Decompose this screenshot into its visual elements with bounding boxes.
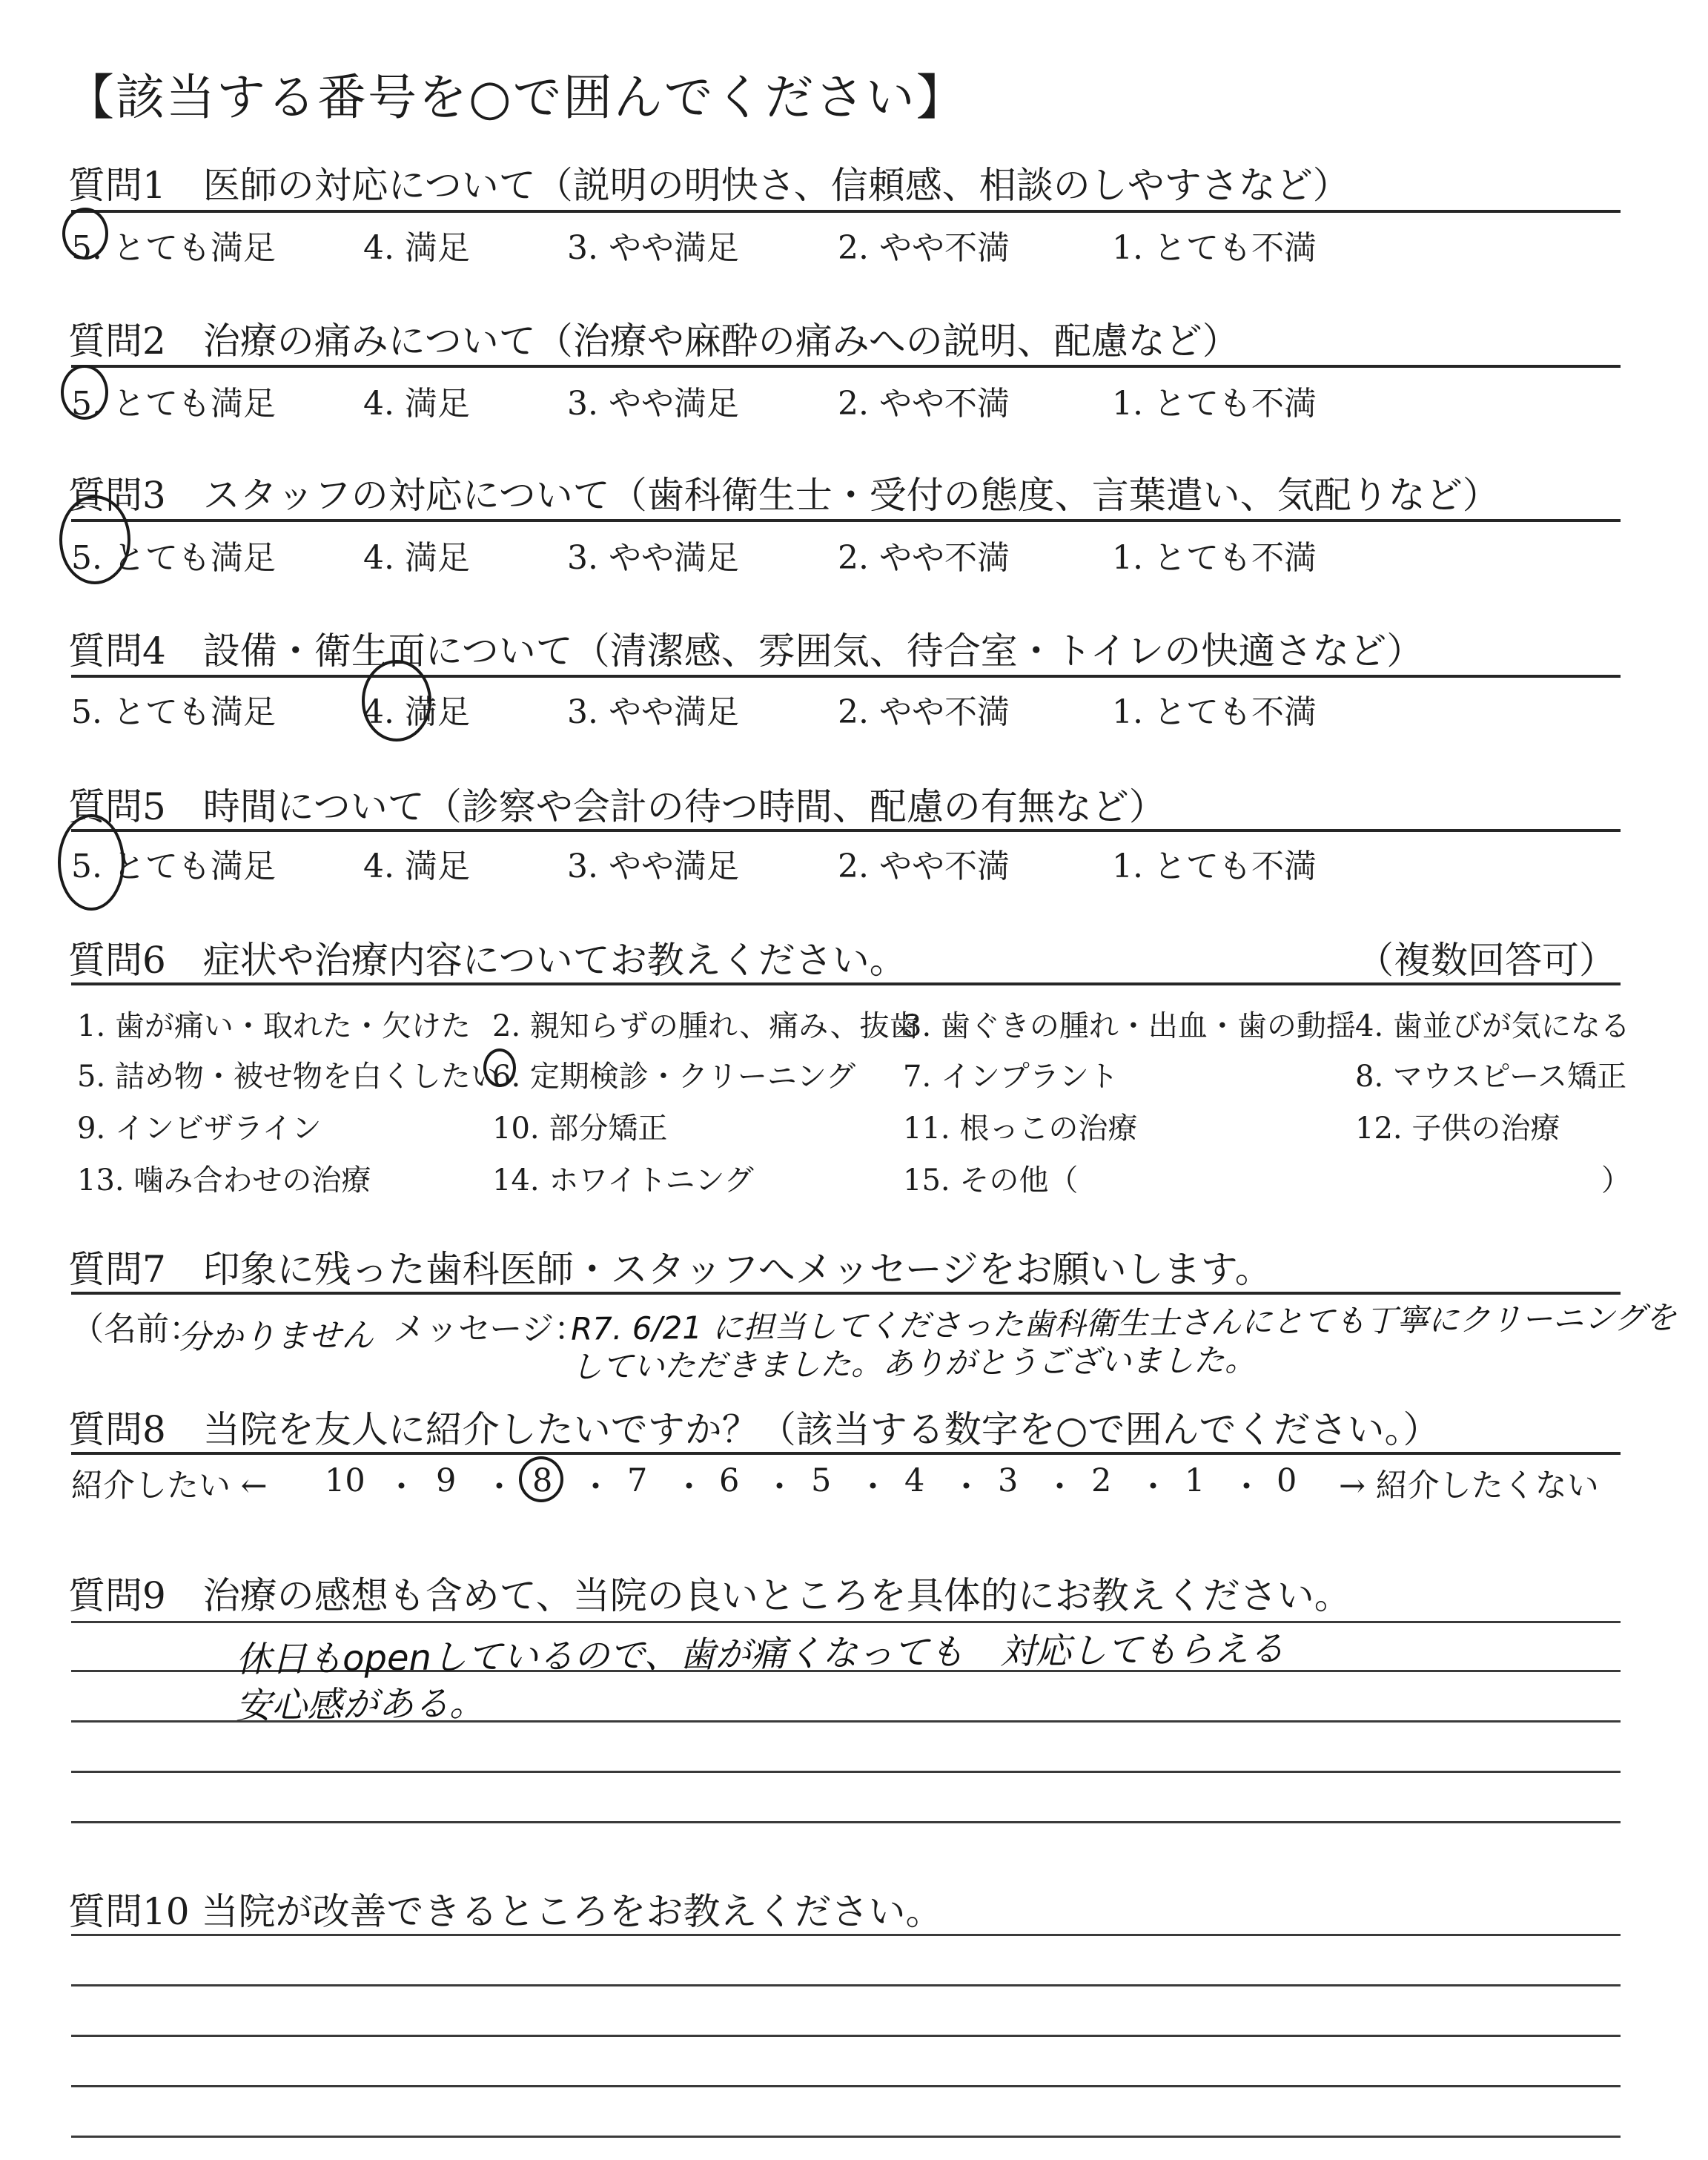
q10-title: 質問10 当院が改善できるところをお教えください。 bbox=[68, 1890, 943, 1933]
q6-rule bbox=[71, 982, 1621, 985]
q7-name-value[interactable]: 分かりません bbox=[177, 1316, 374, 1357]
q7-rule bbox=[71, 1292, 1621, 1295]
q5-option-1[interactable]: 1. とても不満 bbox=[1112, 848, 1317, 885]
q2-option-1[interactable]: 1. とても不満 bbox=[1112, 385, 1317, 423]
q4-selection-circle bbox=[362, 660, 431, 742]
q6-option-1[interactable]: 1. 歯が痛い・取れた・欠けた bbox=[77, 1009, 471, 1043]
q8-separator: ・ bbox=[1231, 1469, 1262, 1506]
q2-selection-circle bbox=[61, 365, 108, 420]
q9-answer-line2[interactable]: 安心感がある。 bbox=[235, 1682, 486, 1727]
q8-separator: ・ bbox=[483, 1469, 515, 1506]
q1-option-3[interactable]: 3. やや満足 bbox=[567, 229, 739, 267]
q9-line bbox=[71, 1621, 1621, 1623]
q8-scale-7[interactable]: 7 bbox=[627, 1462, 648, 1499]
q9-answer-line1[interactable]: 休日もopenしているので、歯が痛くなっても 対応してもらえる bbox=[235, 1628, 1285, 1681]
q8-scale-8[interactable]: 8 bbox=[532, 1462, 553, 1499]
q3-selection-circle bbox=[59, 495, 130, 584]
q6-option-7[interactable]: 7. インプラント bbox=[903, 1060, 1119, 1094]
q7-name-label: （名前： bbox=[71, 1310, 202, 1348]
q5-option-2[interactable]: 2. やや不満 bbox=[838, 848, 1010, 885]
q3-option-4[interactable]: 4. 満足 bbox=[363, 539, 470, 577]
q3-title: 質問3 スタッフの対応について（歯科衛生士・受付の態度、言葉遣い、気配りなど） bbox=[68, 474, 1500, 517]
q4-option-3[interactable]: 3. やや満足 bbox=[567, 693, 739, 731]
q10-line bbox=[71, 2085, 1621, 2087]
q6-option-10[interactable]: 10. 部分矯正 bbox=[492, 1112, 668, 1146]
q1-title: 質問1 医師の対応について（説明の明快さ、信頼感、相談のしやすさなど） bbox=[68, 164, 1350, 207]
q6-option-11[interactable]: 11. 根っこの治療 bbox=[903, 1112, 1138, 1146]
q1-option-1[interactable]: 1. とても不満 bbox=[1112, 229, 1317, 267]
q8-separator: ・ bbox=[385, 1469, 417, 1506]
q8-scale-2[interactable]: 2 bbox=[1091, 1462, 1112, 1499]
q8-separator: ・ bbox=[857, 1469, 889, 1506]
q8-separator: ・ bbox=[1137, 1469, 1169, 1506]
q2-rule bbox=[71, 365, 1621, 368]
q4-title: 質問4 設備・衛生面について（清潔感、雰囲気、待合室・トイレの快適さなど） bbox=[68, 630, 1424, 673]
q5-option-5[interactable]: 5. とても満足 bbox=[71, 848, 276, 885]
q2-title: 質問2 治療の痛みについて（治療や麻酔の痛みへの説明、配慮など） bbox=[68, 320, 1239, 363]
q1-option-4[interactable]: 4. 満足 bbox=[363, 229, 470, 267]
q3-option-3[interactable]: 3. やや満足 bbox=[567, 539, 739, 577]
q8-scale-3[interactable]: 3 bbox=[998, 1462, 1019, 1499]
q2-option-5[interactable]: 5. とても満足 bbox=[71, 385, 276, 423]
q8-rule bbox=[71, 1452, 1621, 1455]
q6-note: （複数回答可） bbox=[1357, 939, 1616, 982]
q8-selection-circle bbox=[519, 1456, 563, 1502]
q6-option-15-close: ） bbox=[1601, 1163, 1631, 1198]
q2-option-4[interactable]: 4. 満足 bbox=[363, 385, 470, 423]
q5-option-3[interactable]: 3. やや満足 bbox=[567, 848, 739, 885]
q8-scale-0[interactable]: 0 bbox=[1277, 1462, 1297, 1499]
q8-title: 質問8 当院を友人に紹介したいですか？（該当する数字を○で囲んでください。） bbox=[68, 1408, 1440, 1451]
q5-title: 質問5 時間について（診察や会計の待つ時間、配慮の有無など） bbox=[68, 785, 1166, 828]
q8-left-label: 紹介したい ← bbox=[71, 1467, 268, 1505]
q7-message-line2[interactable]: していただきました。ありがとうございました。 bbox=[570, 1341, 1257, 1385]
q8-scale-5[interactable]: 5 bbox=[811, 1462, 832, 1499]
q9-title: 質問9 治療の感想も含めて、当院の良いところを具体的にお教えください。 bbox=[68, 1574, 1351, 1617]
q3-option-2[interactable]: 2. やや不満 bbox=[838, 539, 1010, 577]
q4-option-1[interactable]: 1. とても不満 bbox=[1112, 693, 1317, 731]
q1-option-2[interactable]: 2. やや不満 bbox=[838, 229, 1010, 267]
q8-separator: ・ bbox=[950, 1469, 982, 1506]
q5-option-4[interactable]: 4. 満足 bbox=[363, 848, 470, 885]
q6-option-12[interactable]: 12. 子供の治療 bbox=[1355, 1112, 1560, 1146]
q8-scale-1[interactable]: 1 bbox=[1185, 1462, 1205, 1499]
q6-selection-circle bbox=[483, 1048, 516, 1087]
q1-selection-circle bbox=[62, 208, 108, 260]
q8-right-label: → 紹介したくない bbox=[1339, 1467, 1599, 1505]
q8-separator: ・ bbox=[673, 1469, 705, 1506]
q9-line bbox=[71, 1821, 1621, 1823]
q7-message-line1[interactable]: R7. 6/21 に担当してくださった歯科衛生士さんにとても丁寧にクリーニングを bbox=[570, 1299, 1677, 1347]
q1-option-5[interactable]: 5. とても満足 bbox=[71, 229, 276, 267]
q4-option-4[interactable]: 4. 満足 bbox=[363, 693, 470, 731]
q6-option-6[interactable]: 6. 定期検診・クリーニング bbox=[492, 1060, 856, 1094]
q6-option-2[interactable]: 2. 親知らずの腫れ、痛み、抜歯 bbox=[492, 1009, 919, 1043]
q5-rule bbox=[71, 829, 1621, 832]
q10-line bbox=[71, 1934, 1621, 1936]
q6-option-3[interactable]: 3. 歯ぐきの腫れ・出血・歯の動揺 bbox=[903, 1009, 1356, 1043]
q9-line bbox=[71, 1771, 1621, 1773]
form-header: 【該当する番号を○で囲んでください】 bbox=[65, 69, 967, 126]
q8-scale-6[interactable]: 6 bbox=[719, 1462, 740, 1499]
q7-title: 質問7 印象に残った歯科医師・スタッフへメッセージをお願いします。 bbox=[68, 1248, 1272, 1291]
q4-rule bbox=[71, 675, 1621, 678]
q6-title: 質問6 症状や治療内容についてお教えください。 bbox=[68, 939, 907, 982]
q10-line bbox=[71, 1984, 1621, 1986]
q8-scale-10[interactable]: 10 bbox=[325, 1462, 365, 1499]
q6-option-9[interactable]: 9. インビザライン bbox=[77, 1112, 322, 1146]
q3-option-5[interactable]: 5. とても満足 bbox=[71, 539, 276, 577]
q6-option-4[interactable]: 4. 歯並びが気になる bbox=[1355, 1009, 1630, 1043]
q7-message-label: メッセージ： bbox=[393, 1310, 587, 1348]
q6-option-14[interactable]: 14. ホワイトニング bbox=[492, 1163, 754, 1198]
q4-option-5[interactable]: 5. とても満足 bbox=[71, 693, 276, 731]
q6-option-13[interactable]: 13. 噛み合わせの治療 bbox=[77, 1163, 371, 1198]
q8-scale-4[interactable]: 4 bbox=[904, 1462, 925, 1499]
q8-separator: ・ bbox=[580, 1469, 612, 1506]
q8-scale-9[interactable]: 9 bbox=[436, 1462, 457, 1499]
q3-option-1[interactable]: 1. とても不満 bbox=[1112, 539, 1317, 577]
q3-rule bbox=[71, 519, 1621, 522]
q10-line bbox=[71, 2136, 1621, 2138]
q2-option-2[interactable]: 2. やや不満 bbox=[838, 385, 1010, 423]
q6-option-15[interactable]: 15. その他（ bbox=[903, 1163, 1079, 1198]
q8-separator: ・ bbox=[764, 1469, 795, 1506]
q6-option-8[interactable]: 8. マウスピース矯正 bbox=[1355, 1060, 1627, 1094]
q6-option-5[interactable]: 5. 詰め物・被せ物を白くしたい bbox=[77, 1060, 500, 1094]
q5-selection-circle bbox=[58, 814, 125, 911]
q8-separator: ・ bbox=[1044, 1469, 1076, 1506]
q4-option-2[interactable]: 2. やや不満 bbox=[838, 693, 1010, 731]
q1-rule bbox=[71, 210, 1621, 213]
q10-line bbox=[71, 2035, 1621, 2037]
q2-option-3[interactable]: 3. やや満足 bbox=[567, 385, 739, 423]
